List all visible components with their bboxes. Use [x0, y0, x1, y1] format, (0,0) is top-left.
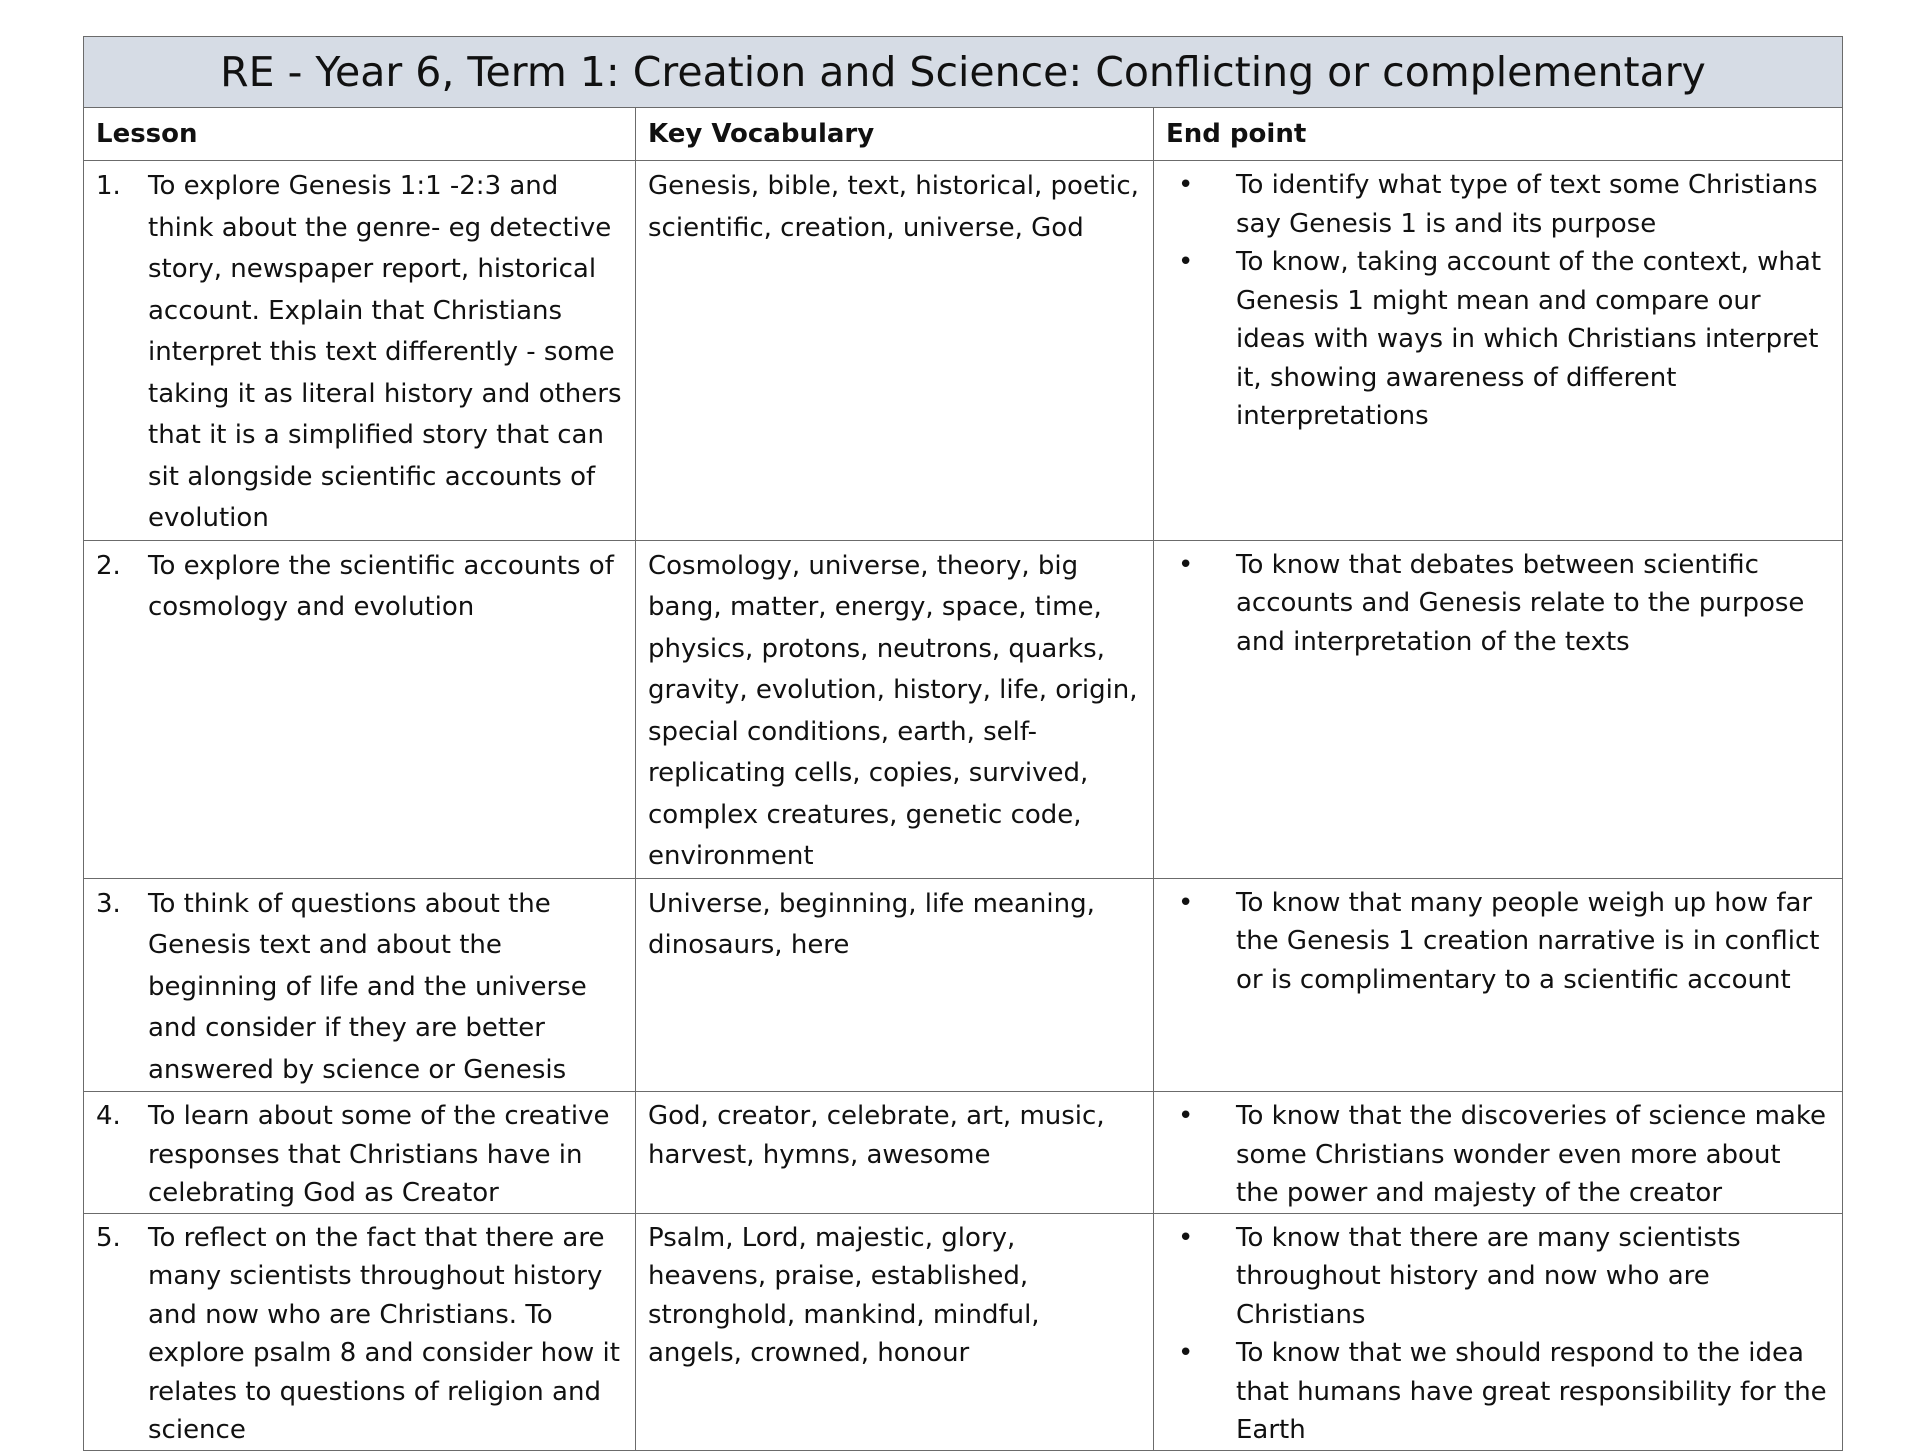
endpoint-item — [1166, 884, 1830, 1000]
endpoint-item — [1166, 243, 1830, 436]
table-row — [84, 540, 1843, 878]
lesson-column-header: Lesson — [84, 108, 636, 161]
lesson-number: 5. — [96, 1222, 121, 1253]
bullet-icon: • — [1178, 247, 1194, 277]
endpoint-text: To identify what type of text some Christians say Genesis 1 is and its purpose — [1236, 170, 1818, 239]
vocab-cell: Universe, beginning, life meaning, dinosaurs, here — [636, 878, 1154, 1092]
lesson-text: To think of questions about the Genesis text and about the beginning of life and the universe and consider if they are better answered by science or Genesis — [148, 888, 587, 1085]
endpoint-text: To know that the discoveries of science make some Christians wonder even more about the power and majesty of the creator — [1236, 1101, 1826, 1208]
endpoint-item — [1166, 1219, 1830, 1335]
lesson-cell — [84, 161, 636, 541]
endpoint-cell — [1154, 1092, 1843, 1214]
vocab-cell: Psalm, Lord, majestic, glory, heavens, praise, established, stronghold, mankind, mindful, angels, crowned, honour — [636, 1213, 1154, 1450]
curriculum-document — [83, 36, 1842, 1451]
vocab-cell: Cosmology, universe, theory, big bang, matter, energy, space, time, physics, protons, neutrons, quarks, gravity, evolution, history, life, origin, special conditions, earth, self- replicating cells, copies, survived, complex creatures, genetic code, environment — [636, 540, 1154, 878]
endpoint-text: To know that there are many scientists throughout history and now who are Christians — [1236, 1222, 1741, 1330]
endpoint-item — [1166, 1097, 1830, 1213]
bullet-icon: • — [1178, 170, 1194, 200]
lesson-cell — [84, 540, 636, 878]
table-row — [84, 161, 1843, 541]
endpoint-text: To know that many people weigh up how far the Genesis 1 creation narrative is in conflict or is complimentary to a scientific account — [1236, 887, 1820, 995]
vocab-column-header: Key Vocabulary — [636, 108, 1154, 161]
title-row — [84, 37, 1843, 108]
header-row — [84, 108, 1843, 161]
endpoint-text: To know that debates between scientific accounts and Genesis relate to the purpose and interpretation of the texts — [1236, 549, 1805, 657]
lesson-text: To reflect on the fact that there are many scientists throughout history and now who are Christians. To explore psalm 8 and consider how it relates to questions of religion and science — [148, 1222, 620, 1445]
document-title: RE - Year 6, Term 1: Creation and Science: Conflicting or complementary — [84, 37, 1843, 108]
lesson-number: 1. — [96, 171, 121, 201]
lesson-cell — [84, 1092, 636, 1214]
bullet-icon: • — [1178, 1222, 1194, 1253]
bullet-icon: • — [1178, 549, 1194, 580]
endpoint-cell — [1154, 1213, 1843, 1450]
lesson-number: 3. — [96, 888, 121, 919]
vocab-cell: God, creator, celebrate, art, music, harvest, hymns, awesome — [636, 1092, 1154, 1214]
endpoint-item — [1166, 1334, 1830, 1450]
endpoint-column-header: End point — [1154, 108, 1843, 161]
lesson-text: To explore the scientific accounts of cosmology and evolution — [148, 550, 614, 622]
bullet-icon: • — [1178, 887, 1194, 918]
endpoint-item — [1166, 546, 1830, 662]
bullet-icon: • — [1178, 1338, 1194, 1368]
lesson-number: 2. — [96, 550, 121, 581]
endpoint-cell — [1154, 540, 1843, 878]
endpoint-text: To know, taking account of the context, what Genesis 1 might mean and compare our ideas with ways in which Christians interpret it, showing awareness of different interpretations — [1236, 247, 1822, 431]
endpoint-text: To know that we should respond to the idea that humans have great responsibility for the Earth — [1236, 1338, 1827, 1445]
table-row — [84, 878, 1843, 1092]
endpoint-item — [1166, 166, 1830, 243]
lesson-text: To explore Genesis 1:1 -2:3 and think about the genre- eg detective story, newspaper report, historical account. Explain that Christians interpret this text differently - some taking it as literal history and others that it is a simplified story that can sit alongside scientific accounts of evolution — [148, 171, 622, 533]
bullet-icon: • — [1178, 1101, 1194, 1131]
curriculum-table — [83, 36, 1843, 1451]
vocab-cell: Genesis, bible, text, historical, poetic, scientific, creation, universe, God — [636, 161, 1154, 541]
table-row — [84, 1213, 1843, 1450]
lesson-number: 4. — [96, 1101, 121, 1131]
endpoint-cell — [1154, 878, 1843, 1092]
table-row — [84, 1092, 1843, 1214]
endpoint-cell — [1154, 161, 1843, 541]
lesson-cell — [84, 878, 636, 1092]
lesson-text: To learn about some of the creative responses that Christians have in celebrating God as Creator — [148, 1101, 610, 1208]
lesson-cell — [84, 1213, 636, 1450]
